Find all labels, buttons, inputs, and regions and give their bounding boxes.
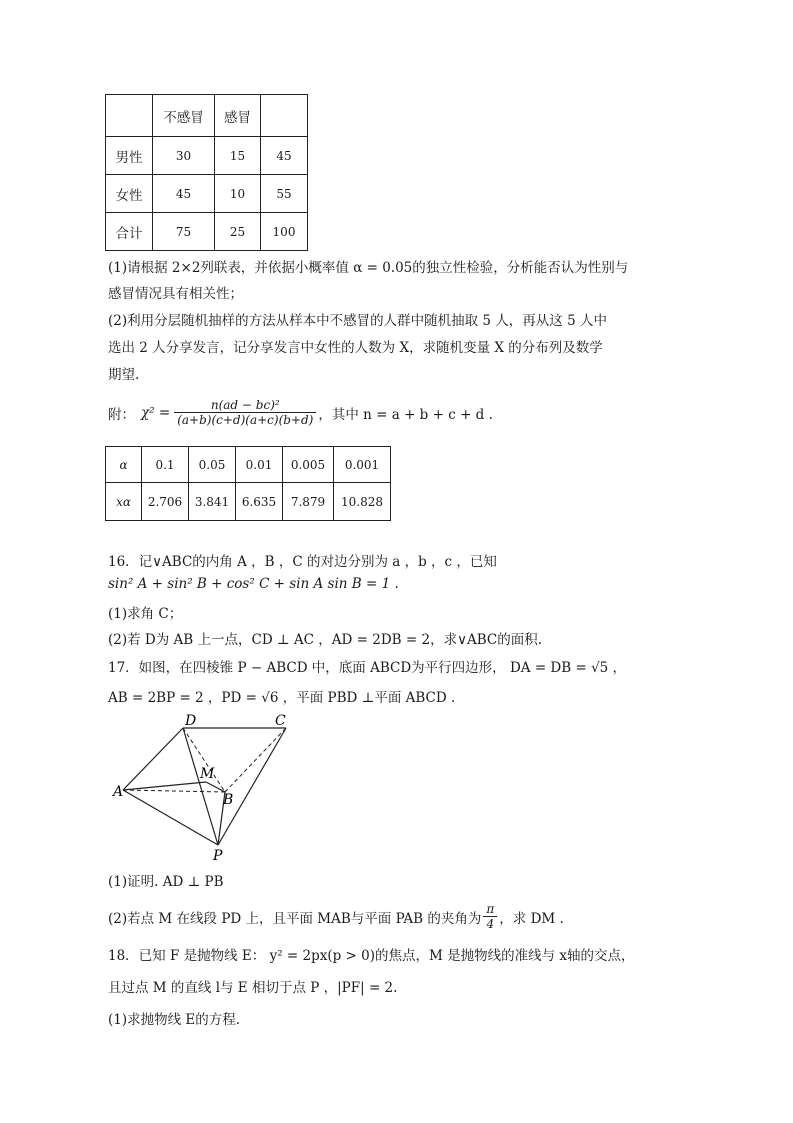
hidden-edge-ab — [123, 790, 225, 792]
q17-part1: (1)证明. AD ⊥ PB — [108, 874, 224, 890]
table-row — [106, 483, 391, 521]
table-header-cell: 感冒 — [215, 95, 261, 137]
edge-cp — [218, 728, 286, 845]
table-cell: 45 — [261, 137, 308, 175]
segment-am — [123, 782, 206, 790]
table-cell: 75 — [153, 213, 215, 251]
vertex-label-m: M — [200, 766, 215, 782]
q17-stem-line1: 17．如图，在四棱锥 P − ABCD 中，底面 ABCD为平行四边形， DA = DB = √5 ， — [108, 660, 627, 676]
table-cell — [261, 95, 308, 137]
vertex-label-c: C — [275, 713, 286, 729]
angle-numerator: π — [483, 902, 497, 917]
table-row — [106, 137, 308, 175]
vertex-label-b: B — [223, 792, 234, 808]
table-row — [106, 447, 391, 483]
hidden-edge-bc — [225, 728, 286, 792]
q18-stem-line2: 且过点 M 的直线 l与 E 相切于点 P ，|PF| = 2. — [108, 980, 398, 996]
q17-stem-line2: AB = 2BP = 2 ，PD = √6 ，平面 PBD ⊥平面 ABCD . — [108, 690, 456, 706]
table-cell: 3.841 — [189, 483, 236, 521]
q17-part2-text: (2)若点 M 在线段 PD 上，且平面 MAB与平面 PAB 的夹角为 — [108, 910, 482, 927]
table-row — [106, 175, 308, 213]
table-cell: 0.05 — [189, 447, 236, 483]
q17-part2 — [108, 902, 564, 931]
table-header-cell: 不感冒 — [153, 95, 215, 137]
appendix-label: 附： — [108, 406, 135, 423]
table-cell: 0.01 — [236, 447, 283, 483]
table-cell: 25 — [215, 213, 261, 251]
q15-part2-line1: (2)利用分层随机抽样的方法从样本中不感冒的人群中随机抽取 5 人，再从这 5 人中 — [108, 313, 607, 329]
formula-tail: ，其中 n = a + b + c + d . — [318, 406, 493, 423]
q15-part2-line3: 期望. — [108, 367, 140, 383]
table-cell: 6.635 — [236, 483, 283, 521]
q15-part1-line2: 感冒情况具有相关性； — [108, 286, 243, 302]
table-row-label: α — [106, 447, 142, 483]
table-row — [106, 95, 308, 137]
q16-stem-line1: 16．记∨ABC的内角 A ，B ，C 的对边分别为 a ，b ，c ，已知 — [108, 554, 497, 570]
table-row-label: 女性 — [106, 175, 153, 213]
table-cell: 0.1 — [142, 447, 189, 483]
q16-part2: (2)若 D为 AB 上一点，CD ⊥ AC ，AD = 2DB = 2，求∨ABC的面积. — [108, 632, 542, 648]
vertex-label-a: A — [113, 784, 124, 800]
table-cell: 0.005 — [283, 447, 334, 483]
q16-stem-line2: sin² A + sin² B + cos² C + sin A sin B = 1 . — [108, 576, 399, 592]
q16-part1: (1)求角 C； — [108, 606, 183, 622]
critical-value-table — [105, 446, 391, 521]
chi-lhs: χ² = — [141, 404, 171, 421]
table-row-label: xα — [106, 483, 142, 521]
table-cell: 7.879 — [283, 483, 334, 521]
pyramid-figure — [105, 710, 305, 865]
q18-stem-line1: 18．已知 F 是抛物线 E： y² = 2px(p > 0)的焦点，M 是抛物线的准线与 x轴的交点， — [108, 948, 635, 964]
table-row — [106, 213, 308, 251]
contingency-table — [105, 94, 308, 251]
q18-part1: (1)求抛物线 E的方程. — [108, 1012, 241, 1028]
table-row-label: 合计 — [106, 213, 153, 251]
q15-part1-line1: (1)请根据 2×2列联表，并依据小概率值 α = 0.05的独立性检验，分析能否认为性别与 — [108, 260, 629, 276]
formula-denominator: (a+b)(c+d)(a+c)(b+d) — [177, 413, 314, 427]
angle-denominator: 4 — [486, 917, 495, 931]
table-cell: 45 — [153, 175, 215, 213]
table-cell: 10 — [215, 175, 261, 213]
table-cell: 100 — [261, 213, 308, 251]
table-cell: 55 — [261, 175, 308, 213]
q15-part2-line2: 选出 2 人分享发言，记分享发言中女性的人数为 X，求随机变量 X 的分布列及数学 — [108, 340, 603, 356]
chi-square-formula — [108, 398, 493, 427]
table-row-label: 男性 — [106, 137, 153, 175]
table-cell — [106, 95, 153, 137]
formula-fraction — [174, 398, 316, 427]
vertex-label-p: P — [213, 848, 223, 864]
formula-numerator: n(ad − bc)² — [174, 398, 316, 413]
table-cell: 15 — [215, 137, 261, 175]
table-cell: 2.706 — [142, 483, 189, 521]
table-cell: 10.828 — [334, 483, 391, 521]
angle-fraction — [483, 902, 497, 931]
table-cell: 0.001 — [334, 447, 391, 483]
q17-part2-tail: ，求 DM . — [499, 910, 564, 927]
vertex-label-d: D — [185, 713, 197, 729]
edge-ad — [123, 728, 183, 790]
table-cell: 30 — [153, 137, 215, 175]
